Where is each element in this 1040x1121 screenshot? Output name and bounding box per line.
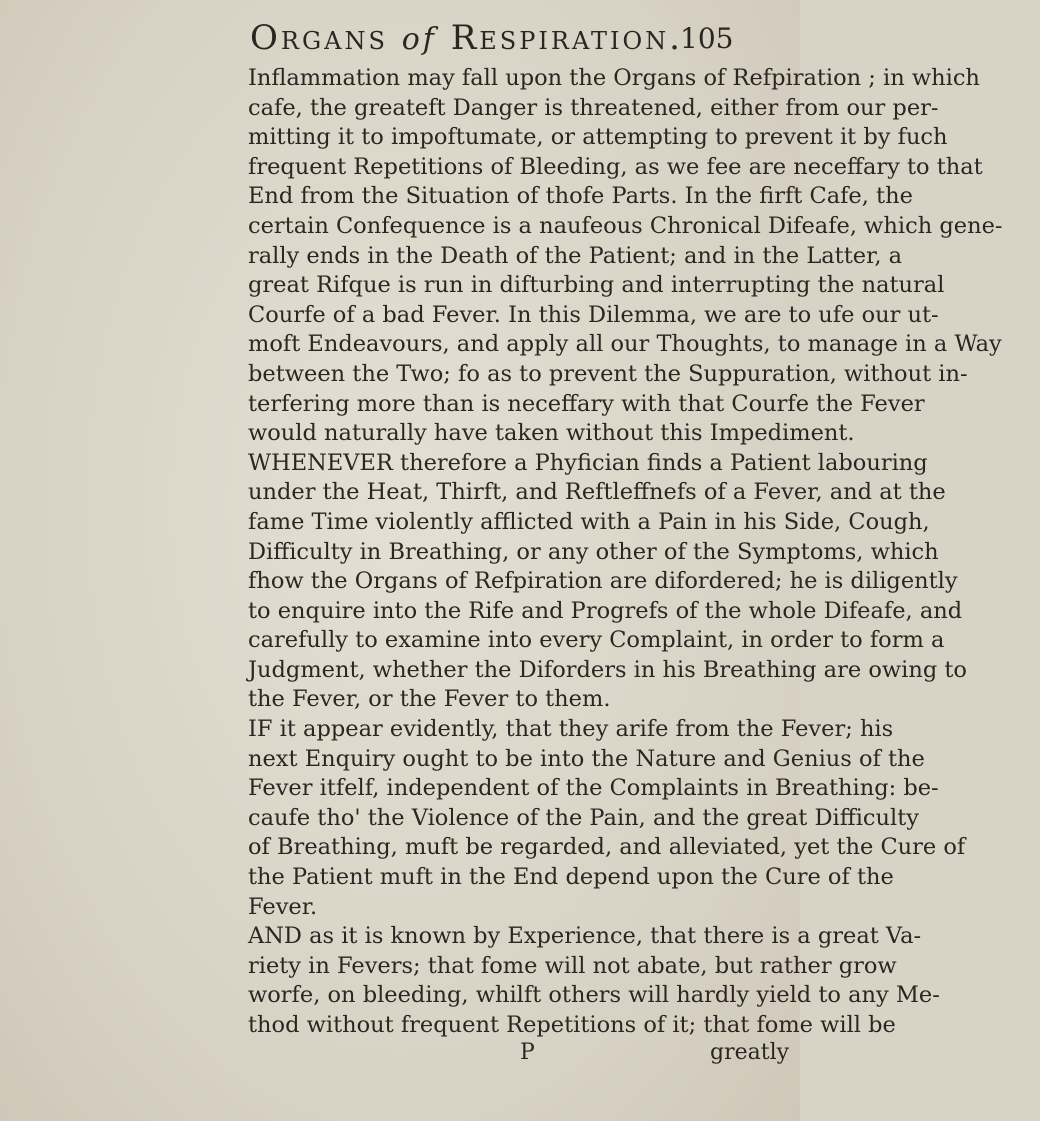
text-line: worfe, on bleeding, whilft others will hardly yield to any Me- — [248, 982, 940, 1009]
text-line: caufe tho' the Violence of the Pain, and the great Difficulty — [248, 804, 919, 831]
text-line: riety in Fevers; that fome will not abate, but rather grow — [248, 952, 897, 979]
text-line: next Enquiry ought to be into the Nature and Genius of the — [248, 745, 925, 772]
text-line: mitting it to impoftumate, or attempting to prevent it by fuch — [248, 124, 948, 151]
text-line: certain Confequence is a naufeous Chronical Difeafe, which gene- — [248, 212, 1003, 239]
text-line: AND as it is known by Experience, that there is a great Va- — [248, 923, 922, 950]
text-line: cafe, the greateft Danger is threatened, either from our per- — [248, 94, 939, 121]
page-number: 105 — [680, 22, 734, 55]
running-title — [250, 18, 683, 58]
text-line: would naturally have taken without this Impediment. — [248, 420, 855, 447]
text-line: under the Heat, Thirft, and Reftleffnefs of a Fever, and at the — [248, 479, 946, 506]
text-line: Inflammation may fall upon the Organs of Refpiration ; in which — [248, 65, 980, 91]
text-line: terfering more than is neceffary with that Courfe the Fever — [248, 390, 925, 417]
running-title-of: of — [401, 22, 437, 57]
text-line: End from the Situation of thofe Parts. In the firft Cafe, the — [248, 183, 913, 210]
text-line: Courfe of a bad Fever. In this Dilemma, we are to ufe our ut- — [248, 301, 939, 328]
text-line: Fever. — [248, 893, 318, 920]
text-line: the Patient muft in the End depend upon the Cure of the — [248, 864, 894, 891]
text-line: great Rifque is run in difturbing and interrupting the natural — [248, 272, 945, 299]
text-line: Judgment, whether the Diforders in his Breathing are owing to — [248, 656, 967, 683]
text-line: the Fever, or the Fever to them. — [248, 686, 611, 713]
text-line: thod without frequent Repetitions of it; that fome will be — [248, 1012, 896, 1038]
running-header — [0, 14, 800, 62]
signature-mark: P — [520, 1040, 535, 1065]
text-line: carefully to examine into every Complaint, in order to form a — [248, 627, 945, 654]
text-line: Fever itfelf, independent of the Complaints in Breathing: be- — [248, 775, 939, 802]
text-line: IF it appear evidently, that they arife from the Fever; his — [248, 716, 894, 743]
running-title-part2: Respiration. — [450, 18, 683, 58]
body-text — [248, 64, 1003, 1041]
text-line: rally ends in the Death of the Patient; and in the Latter, a — [248, 242, 903, 269]
text-line: fame Time violently afflicted with a Pain in his Side, Cough, — [248, 508, 930, 535]
text-line: between the Two; fo as to prevent the Suppuration, without in- — [248, 360, 968, 387]
text-line: Difficulty in Breathing, or any other of the Symptoms, which — [248, 538, 939, 565]
text-line: fhow the Organs of Refpiration are difordered; he is diligently — [248, 568, 958, 595]
text-line: of Breathing, muft be regarded, and alleviated, yet the Cure of — [248, 834, 966, 861]
text-line: to enquire into the Rife and Progrefs of the whole Difeafe, and — [248, 597, 963, 624]
text-line: frequent Repetitions of Bleeding, as we fee are neceffary to that — [248, 153, 983, 180]
running-title-part1: Organs — [250, 18, 388, 58]
catchword: greatly — [710, 1040, 790, 1065]
text-line: moft Endeavours, and apply all our Thoughts, to manage in a Way — [248, 331, 1002, 358]
text-line: WHENEVER therefore a Phyfician finds a Patient labouring — [248, 449, 928, 476]
